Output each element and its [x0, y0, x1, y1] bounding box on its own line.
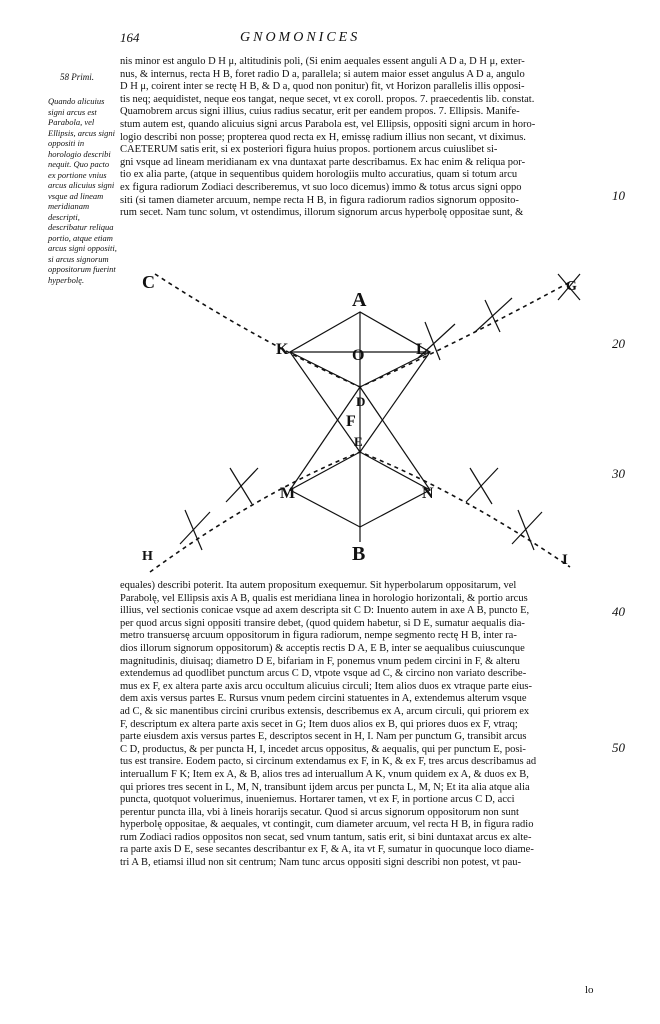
running-head: GNOMONICES [240, 30, 361, 45]
label-n: N [422, 485, 434, 502]
text-line: tio ex alia parte, (atque in sequentibus quidem horologiis multo accuratius, quam si totum arcu [120, 169, 518, 181]
line-number-40: 40 [612, 604, 625, 619]
text-line: rum secet. Nam tunc solum, vt ostendimus, illorum signorum arcus hyperbolę oppositae sunt, & [120, 207, 524, 219]
text-line: C D, productus, & per puncta H, I, incedet arcus oppositus, & aequalis, qui per punctum E, posi- [120, 743, 526, 755]
text-line: puncta, quotquot voluerimus, inueniemus. Hortarer tamen, vt ex F, in portione arcus C D, acci [120, 794, 515, 806]
margin-note: Quando alicuius signi arcus est Parabola, vel Ellipsis, arcus signi oppositi in horologio describi nequit. Quo pacto ex portione vnius arcus alicuius signi vsque ad lineam meridianam descripti, describatur reliqua portio, atque etiam arcus signi oppositi, si arcus signorum oppositorum fuerint hyperbolę. [48, 96, 117, 285]
label-l: L [416, 341, 427, 358]
intersection-mark [226, 468, 258, 502]
geometric-figure [140, 272, 600, 582]
text-line: dios illorum signorum oppositorum) & acceptis rectis D A, E B, inter se aequalibus cuiuscunque [120, 642, 525, 654]
intersection-mark [466, 468, 498, 502]
text-line: magnitudinis, diuisaq; diametro D E, bifariam in F, ponemus vnum pedem circini in F, & alteru [120, 655, 520, 667]
text-line: rum Zodiaci radios oppositos non secat, sed vnum tantum, satis erit, si bini duntaxat arcus ex alte- [120, 831, 532, 843]
text-line: equales) describi poterit. Ita autem propositum exequemur. Sit hyperbolarum oppositarum, vel [120, 580, 517, 591]
text-line: siti (si tamen diameter arcuum, nempe recta H B, in figura radiorum radios signorum opposito- [120, 194, 519, 206]
text-line: tus est transire. Eodem pacto, si circinum extendamus ex F, in K, & ex F, tres arcus describamus ad [120, 756, 537, 768]
label-f: F [346, 413, 356, 430]
intersection-mark [475, 298, 512, 332]
intersection-mark [512, 512, 542, 544]
text-line: Quamobrem arcus signi illius, cuius radius secatur, erit per eandem propos. 7. Ellipsis. Manife- [120, 106, 520, 118]
intersection-mark [518, 510, 534, 550]
text-line: D H μ, coirent inter se rectę H B, & D a, quod non ponitur) fit, vt Horizon parallelis illis opposi- [120, 81, 525, 93]
text-line: tri A B, etiamsi illud non sit centrum; Nam tunc arcus oppositi signi describi non potest, vt pau- [120, 857, 521, 869]
body-text-bottom [120, 580, 590, 870]
text-line: extendemus ad quodlibet punctum arcus C D, vtpote vsque ad C, & circino non variato describe- [120, 668, 527, 680]
text-line: hyperbolę oppositae, & aequales, vt contingit, cum diameter arcuum, vel recta H B, in figura radio [120, 819, 534, 831]
page-number: 164 [120, 30, 140, 45]
text-line: ad C, & sic manentibus circini cruribus extensis, describemus ex A, arcum circuli, qui priorem ex [120, 705, 530, 717]
text-line: logio describi non posse; propterea quod recta ex H, emissę radium illius non secant, vt diximus. [120, 131, 526, 143]
text-line: dem axis versus partes E. Rursus vnum pedem circini statuentes in A, extendemus alterum vsque [120, 693, 527, 705]
text-line: ex figura radiorum Zodiaci describeremus, vt suo loco dicemus) immo & totus arcus signi oppo [120, 181, 522, 193]
intersection-mark [180, 512, 210, 544]
text-line: mus ex F, ex altera parte axis arcu occultum alicuius circuli; Item alios duos ex vtraque parte eius- [120, 680, 533, 692]
intersection-mark [425, 322, 440, 360]
text-line: ra parte axis D E, sese secantes describantur ex F, & A, ita vt F, sumatur in quocunque loco diame- [120, 844, 534, 856]
label-g: G [566, 279, 577, 294]
line-number-50: 50 [612, 740, 625, 755]
text-line: tis neq; aequidistet, neque eos tangat, neque secet, vt ex coroll. propos. 7. praecedentis lib. constat. [120, 93, 535, 105]
line-number-20: 20 [612, 336, 625, 351]
text-line: qui priores tres secent in L, M, N, transibunt ijdem arcus per puncta L, M, N; Et ita alia atque alia [120, 781, 530, 793]
text-line: interuallum F K; Item ex A, & B, alios tres ad interuallum A K, vnum quidem ex A, & duos ex B, [120, 768, 529, 780]
label-e: E [354, 434, 363, 449]
label-o: O [352, 347, 365, 364]
body-text-top [120, 56, 590, 220]
text-line: nus, & internus, recta H B, foret radio D a, parallela; si autem maior esset angulus A D a, angulo [120, 68, 525, 80]
text-line: metro transuersę arcuum oppositorum in figura radiorum, nempe segmento rectę H B, inter ra- [120, 630, 517, 642]
label-c: C [142, 272, 155, 292]
label-h: H [142, 549, 153, 564]
label-i: I [562, 552, 568, 568]
text-line: CAETERUM satis erit, si ex posteriori figura huius propos. portionem arcus cuiuslibet si- [120, 144, 498, 156]
text-line: Parabolę, vel Ellipsis axis A B, qualis est meridiana linea in horologio horizontali, & portio arcus [120, 592, 528, 604]
text-line: parte eiusdem axis versus partes E, descriptos secent in H, I. Nam per punctum G, transibit arcus [120, 731, 527, 743]
line-number-10: 10 [612, 188, 625, 203]
text-line: illius, vel sectionis conicae vsque ad axem descripta sit C D: Inuento autem in axe A B, puncto E, [120, 605, 530, 617]
label-d: D [356, 394, 366, 409]
page-header [120, 30, 520, 50]
label-b: B [352, 543, 366, 565]
figure-svg [140, 272, 600, 582]
text-line: gni vsque ad lineam meridianam ex vna duntaxat parte describamus. Ex hac enim & reliqua por- [120, 156, 526, 168]
text-line: stum autem est, quando alicuius signi arcus Parabola est, vel Ellipsis, oppositi signi arcum in horo- [120, 118, 536, 130]
text-line: F, descriptum ex altera parte axis secet in G; Item duos alios ex B, qui priores duos ex F, vtraq; [120, 718, 518, 730]
label-m: M [280, 485, 296, 502]
text-line: per quod arcus signi oppositi transire debet, (quod quidem habetur, si D E, sumatur aequalis dia- [120, 617, 525, 629]
catchword: lo [585, 984, 594, 996]
text-line: nis minor est angulo D H μ, altitudinis poli, (Si enim aequales essent anguli A D a, D H μ, exter- [120, 56, 525, 67]
margin-reference: 58 Primi. [60, 72, 95, 82]
line-number-30: 30 [612, 466, 625, 481]
label-k: K [276, 341, 289, 358]
text-line: perentur puncta illa, vbi à lineis horarijs secatur. Quod si arcus signorum oppositorum non sunt [120, 806, 519, 818]
label-a: A [352, 289, 367, 311]
